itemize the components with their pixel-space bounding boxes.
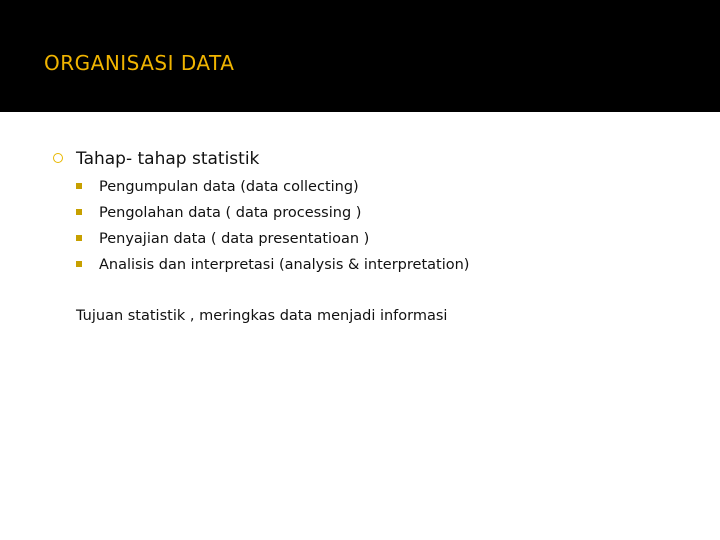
main-bullet-text: Tahap- tahap statistik — [76, 149, 260, 169]
list-item-text: Analisis dan interpretasi (analysis & interpretation) — [99, 257, 470, 273]
list-item — [76, 177, 636, 197]
list-item — [76, 229, 636, 249]
square-bullet-icon — [76, 209, 82, 215]
square-bullet-icon — [76, 261, 82, 267]
note-text: Tujuan statistik , meringkas data menjadi informasi — [76, 308, 448, 324]
list-item-text: Penyajian data ( data presentatioan ) — [99, 231, 370, 247]
square-bullet-icon — [76, 235, 82, 241]
list-item-text: Pengumpulan data (data collecting) — [99, 179, 359, 195]
list-item-text: Pengolahan data ( data processing ) — [99, 205, 362, 221]
list-item — [76, 203, 636, 223]
circle-bullet-icon — [53, 153, 63, 163]
list-item — [76, 255, 636, 275]
slide-title: ORGANISASI DATA — [44, 51, 235, 75]
square-bullet-icon — [76, 183, 82, 189]
